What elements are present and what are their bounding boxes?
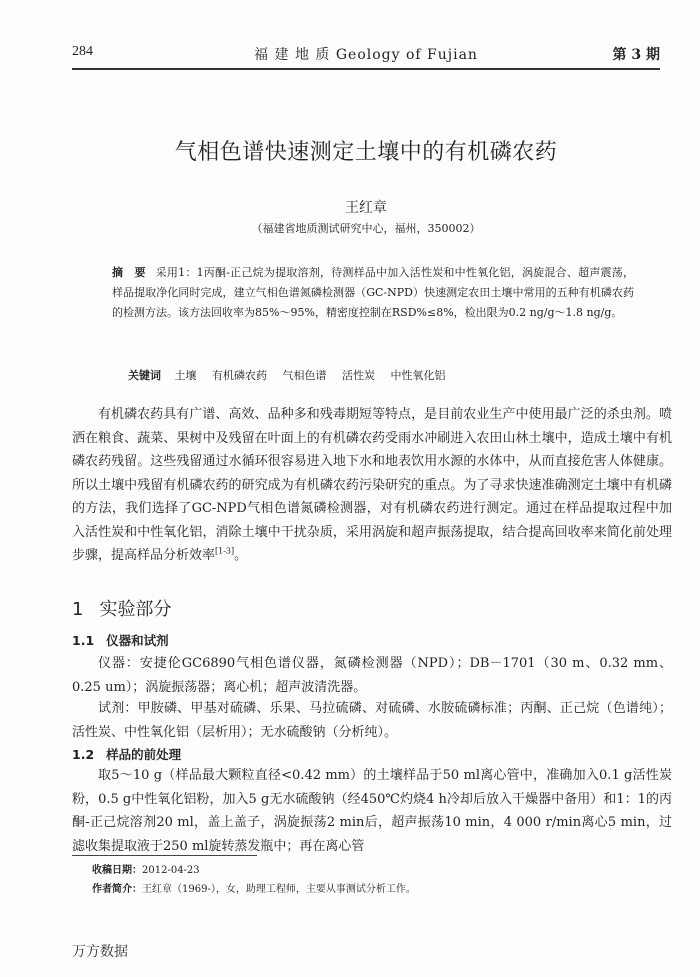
article-title: 气相色谱快速测定土壤中的有机磷农药 (174, 140, 558, 165)
abstract-label: 摘 要 (112, 266, 146, 279)
issue-number: 第 3 期 (612, 47, 660, 63)
subsection-number: 1.2 (72, 747, 95, 762)
abstract-text: 采用1：1丙酮-正己烷为提取溶剂，待测样品中加入活性炭和中性氧化铝，涡旋混合、超声震荡，样品提取净化同时完成，建立气相色谱氮磷检测器（GC-NPD）快速测定农田土壤中常用的五种有机磷农药的检测方法。该方法回收率为85%～95%，精密度控制在RSD%≤8%，检出限为0.2 ng/g～1.8 ng/g。 (112, 266, 634, 319)
subsection-number: 1.1 (72, 633, 95, 648)
keyword-item: 土壤 (174, 369, 197, 382)
abstract (112, 263, 634, 323)
keyword-item: 气相色谱 (282, 369, 327, 382)
received-date (92, 862, 200, 880)
keyword-item: 中性氧化铝 (390, 369, 446, 382)
bio-value: 王红章（1969-），女，助理工程师，主要从事测试分析工作。 (142, 884, 416, 895)
author-bio (92, 881, 416, 899)
section-heading (72, 595, 171, 621)
header-rule (72, 68, 660, 70)
received-value: 2012-04-23 (142, 865, 200, 876)
subsection-heading (72, 631, 169, 649)
subsection-title: 仪器和试剂 (106, 633, 169, 648)
intro-end: 。 (234, 548, 248, 563)
keyword-item: 有机磷农药 (212, 369, 267, 382)
subsection-title: 样品的前处理 (106, 747, 182, 762)
keyword-item: 活性炭 (342, 369, 375, 382)
author-name: 王红章 (345, 200, 387, 216)
journal-name: 福 建 地 质 Geology of Fujian (254, 47, 478, 63)
pretreatment-paragraph: 取5～10 g（样品最大颗粒直径<0.42 mm）的土壤样品于50 ml离心管中，准确加入0.1 g活性炭粉，0.5 g中性氧化铝粉，加入5 g无水硫酸钠（经450℃灼烧4 h冷却后放入干燥器中备用）和1：1的丙酮-正己烷溶剂20 ml，盖上盖子，涡旋振荡2 min后，超声振荡10 min，4 000 r/min离心5 min，过滤收集提取液于250 ml旋转蒸发瓶中；再在离心管 (72, 768, 672, 854)
reagents-paragraph: 试剂：甲胺磷、甲基对硫磷、乐果、马拉硫磷、对硫磷、水胺硫磷标准；丙酮、正己烷（色谱纯）；活性炭、中性氧化铝（层析用）；无水硫酸钠（分析纯）。 (72, 701, 672, 740)
watermark: 万方数据 (72, 944, 128, 960)
section-number: 1 (72, 599, 84, 620)
bio-label: 作者简介： (92, 884, 142, 895)
running-header (72, 44, 660, 66)
author-affiliation: （福建省地质测试研究中心，福州，350002） (251, 222, 481, 235)
footnote-rule (72, 855, 257, 856)
section-title: 实验部分 (99, 599, 172, 620)
intro-text: 有机磷农药具有广谱、高效、品种多和残毒期短等特点，是目前农业生产中使用最广泛的杀虫剂。喷洒在粮食、蔬菜、果树中及残留在叶面上的有机磷农药受雨水冲刷进入农田山林土壤中，造成土壤中有机磷农药残留。这些残留通过水循环很容易进入地下水和地表饮用水源的水体中，从而直接危害人体健康。所以土壤中残留有机磷农药的研究成为有机磷农药污染研究的重点。为了寻求快速准确测定土壤中有机磷的方法，我们选择了GC-NPD气相色谱氮磷检测器，对有机磷农药进行测定。通过在样品提取过程中加入活性炭和中性氧化铝，消除土壤中干扰杂质，采用涡旋和超声振荡提取，结合提高回收率来简化前处理步骤，提高样品分析效率 (72, 407, 672, 563)
keywords (128, 367, 458, 383)
received-label: 收稿日期： (92, 865, 142, 876)
keywords-label: 关键词 (128, 369, 161, 382)
instruments-paragraph: 仪器：安捷伦GC6890气相色谱仪器，氮磷检测器（NPD）；DB－1701（30 m、0.32 mm、0.25 um）；涡旋振荡器；离心机；超声波清洗器。 (72, 656, 672, 695)
citation-ref: [1-3] (215, 546, 235, 556)
subsection-heading (72, 745, 181, 763)
page-number: 284 (72, 44, 93, 59)
intro-paragraph (72, 403, 672, 568)
